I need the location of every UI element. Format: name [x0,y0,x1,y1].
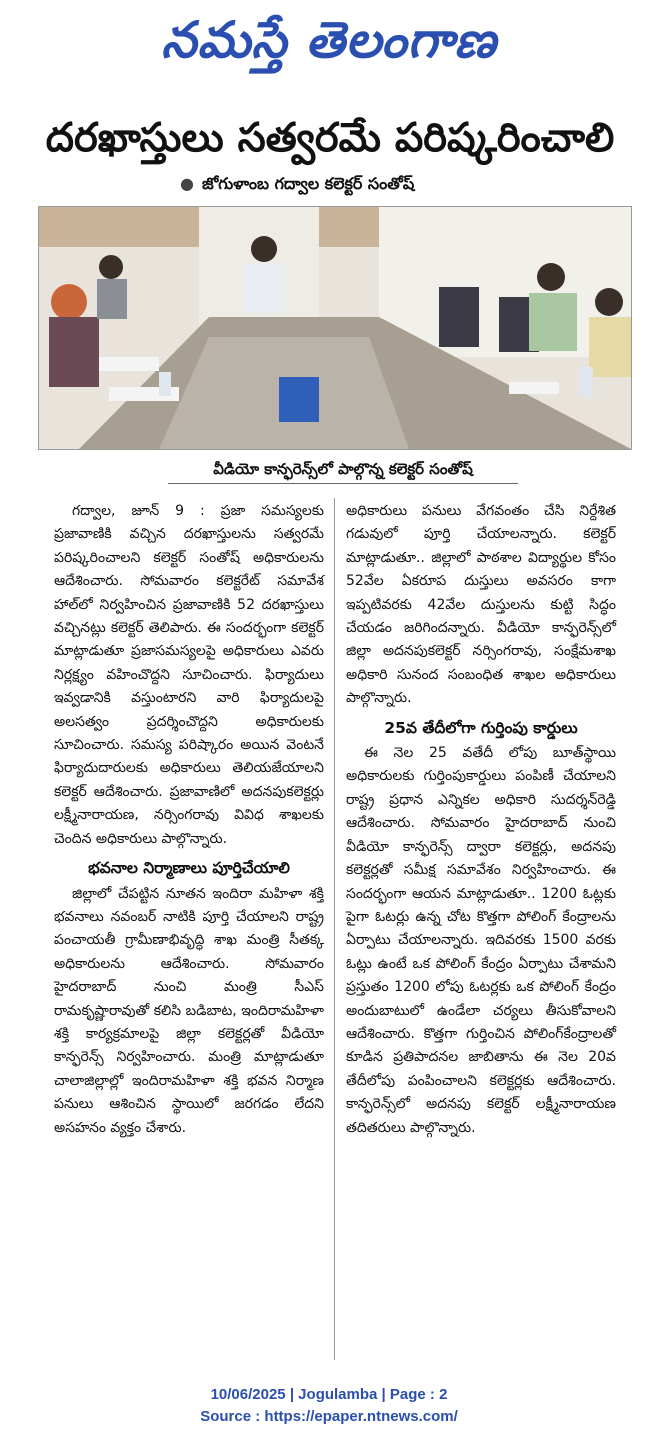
article-column-right [346,500,616,1140]
section-subheading: 25వ తేదీలోగా గుర్తింపు కార్డులు [384,718,578,737]
source-link[interactable]: Source : https://epaper.ntnews.com/ [200,1408,458,1425]
newspaper-masthead: నమస్తే తెలంగాణ [161,10,497,69]
article-photo [38,206,632,450]
article-headline: దరఖాస్తులు సత్వరమే పరిష్కరించాలి [45,115,615,161]
article-paragraph: గద్వాల, జూన్ 9 : ప్రజా సమస్యలకు ప్రజావాణికి వచ్చిన దరఖాస్తులను సత్వరమే పరిష్కరించాలని కలెక్టర్ సంతోష్ అధికారులను ఆదేశించారు. సోమవారం కలెక్టరేట్ సమావేశ హాల్‌లో నిర్వహించిన ప్రజావాణికి 52 దరఖాస్తులు వచ్చినట్లు కలెక్టర్ తెలిపారు. ఈ సందర్భంగా కలెక్టర్ మాట్లాడుతూ ప్రజాసమస్యలపై అధికారులు ఎవరు నిర్లక్ష్యం వహించొద్దని సూచించారు. ఫిర్యాదులు ఇవ్వడానికి వస్తుంటారని వారి ఫిర్యాదులపై అలసత్వం ప్రదర్శించొద్దని అధికారులకు సూచించారు. సమస్య పరిష్కారం అయిన వెంటనే ఫిర్యాదుదారులకు అధికారులు తెలియజేయాలని కలెక్టర్ ఆదేశించారు. ప్రజావాణిలో అదనపుకలెక్టర్లు లక్ష్మీనారాయణ, నర్సింగరావు వివిధ శాఖలకు చెందిన అధికారులు పాల్గొన్నారు. [54,503,324,847]
bullet-icon: ● [180,174,194,193]
article-paragraph: జిల్లాలో చేపట్టిన నూతన ఇందిరా మహిళా శక్తి భవనాలు నవంబర్ నాటికి పూర్తి చేయాలని రాష్ట్ర పంచాయతీ గ్రామీణాభివృద్ధి శాఖ మంత్రి సీతక్క అధికారులను ఆదేశించారు. సోమవారం హైదరాబాద్ నుంచి మంత్రి సీఎస్ రామకృష్ణారావుతో కలిసి బడిబాట, ఇందిరామహిళా శక్తి కార్యక్రమాలపై జిల్లా కలెక్టర్లతో వీడియో కాన్ఫరెన్స్ నిర్వహించారు. మంత్రి మాట్లాడుతూ చాలాజిల్లాల్లో ఇందిరామహిళా శక్తి భవన నిర్మాణ పనులు ఆశించిన స్థాయిలో జరగడం లేదని అసహనం వ్యక్తం చేశారు. [54,885,324,1136]
edition-info: 10/06/2025 | Jogulamba | Page : 2 [210,1386,448,1403]
column-divider [334,498,335,1360]
article-paragraph: అధికారులు పనులు వేగవంతం చేసి నిర్దేశిత గడువులో పూర్తి చేయాలన్నారు. కలెక్టర్ మాట్లాడుతూ.. జిల్లాలో పాఠశాల విద్యార్థుల కోసం 52వేల ఏకరూప దుస్తులు అవసరం కాగా ఇప్పటివరకు 42వేల దుస్తులను కుట్టి సిద్ధం చేయడం జరిగిందన్నారు. వీడియో కాన్ఫరెన్స్‌లో జిల్లా అదనపుకలెక్టర్ నర్సింగరావు, సంక్షేమశాఖ అధికారి సునంద సంబంధిత శాఖల అధికారులు పాల్గొన్నారు. [346,503,616,707]
page-footer [0,1384,658,1428]
section-subheading: భవనాల నిర్మాణాలు పూర్తిచేయాలి [88,859,290,878]
article-paragraph: ఈ నెల 25 వతేదీ లోపు బూత్‌స్థాయి అధికారులకు గుర్తింపుకార్డులు పంపిణీ చేయాలని రాష్ట్ర ప్రధాన ఎన్నికల అధికారి సుదర్శన్‌రెడ్డి ఆదేశించారు. సోమవారం హైదరాబాద్ నుంచి వీడియో కాన్ఫరెన్స్ ద్వారా కలెక్టర్లు, అదనపు కలెక్టర్లతో సమీక్ష సమావేశం నిర్వహించారు. ఈ సందర్భంగా ఆయన మాట్లాడుతూ.. 1200 ఓట్లకు పైగా ఓటర్లు ఉన్న చోట కొత్తగా పోలింగ్ కేంద్రాలను ఏర్పాటు చేయాలన్నారు. ఇదివరకు 1500 వరకు ఓట్లు ఉంటే ఒక పోలింగ్ కేంద్రం ఏర్పాటు చేశామని ప్రస్తుతం 1200 లోపు ఓటర్లకు ఒక పోలింగ్ కేంద్రం అందుబాటులో ఉండేలా చర్యలు తీసుకోవాలని ఆదేశించారు. కొత్తగా గుర్తించిన పోలింగ్‌కేంద్రాలతో కూడిన ప్రతిపాదనల జాబితాను ఈ నెల 20వ తేదీలోపు పంపించాలని కలెక్టర్లకు ఆదేశించారు. కాన్ఫరెన్స్‌లో అదనపు కలెక్టర్ లక్ష్మీనారాయణ తదితరులు పాల్గొన్నారు. [346,745,616,1136]
article-column-left [54,500,324,1140]
photo-caption: వీడియో కాన్ఫరెన్స్‌లో పాల్గొన్న కలెక్టర్ సంతోష్ [168,455,518,484]
subheadline-text: జోగుళాంబ గద్వాల కలెక్టర్ సంతోష్ [201,174,415,193]
article-subheadline [180,172,620,196]
